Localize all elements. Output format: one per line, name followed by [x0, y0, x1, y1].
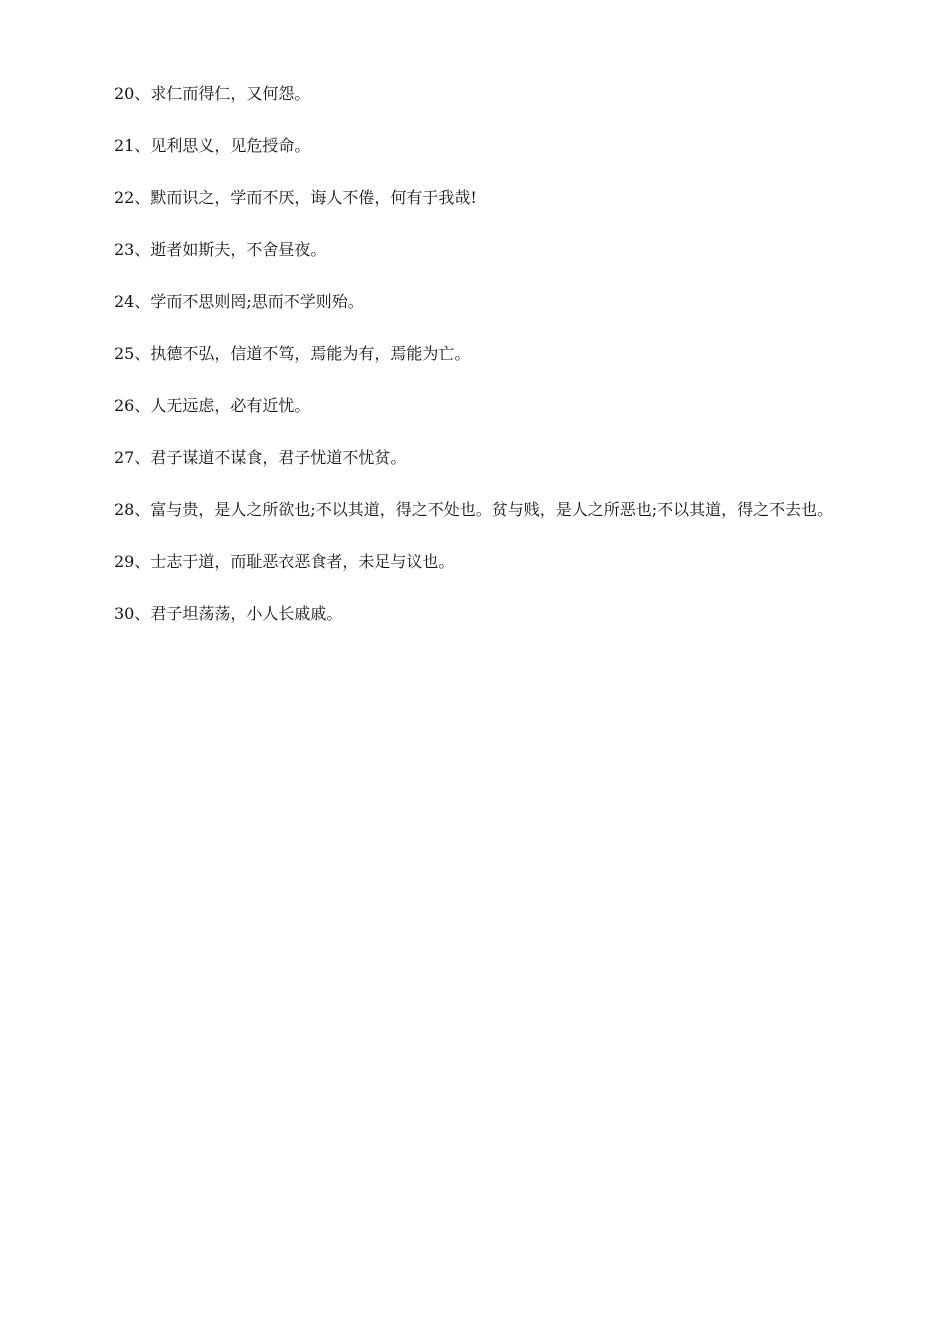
paragraph-26: 26、人无远虑，必有近忧。: [114, 396, 311, 415]
paragraph-25: 25、执德不弘，信道不笃，焉能为有，焉能为亡。: [114, 344, 471, 363]
paragraph-30: 30、君子坦荡荡，小人长戚戚。: [114, 604, 343, 623]
paragraph-29: 29、士志于道，而耻恶衣恶食者，未足与议也。: [114, 552, 455, 571]
paragraph-27: 27、君子谋道不谋食，君子忧道不忧贫。: [114, 448, 407, 467]
paragraph-24: 24、学而不思则罔;思而不学则殆。: [114, 292, 364, 311]
paragraph-21: 21、见利思义，见危授命。: [114, 136, 311, 155]
paragraph-20: 20、求仁而得仁，又何怨。: [114, 84, 311, 103]
paragraph-22: 22、默而识之，学而不厌，诲人不倦，何有于我哉!: [114, 188, 477, 207]
paragraph-23: 23、逝者如斯夫，不舍昼夜。: [114, 240, 327, 259]
document-body: [80, 78, 860, 650]
paragraph-28: 28、富与贵，是人之所欲也;不以其道，得之不处也。贫与贱，是人之所恶也;不以其道，得之不去也。: [114, 500, 834, 519]
